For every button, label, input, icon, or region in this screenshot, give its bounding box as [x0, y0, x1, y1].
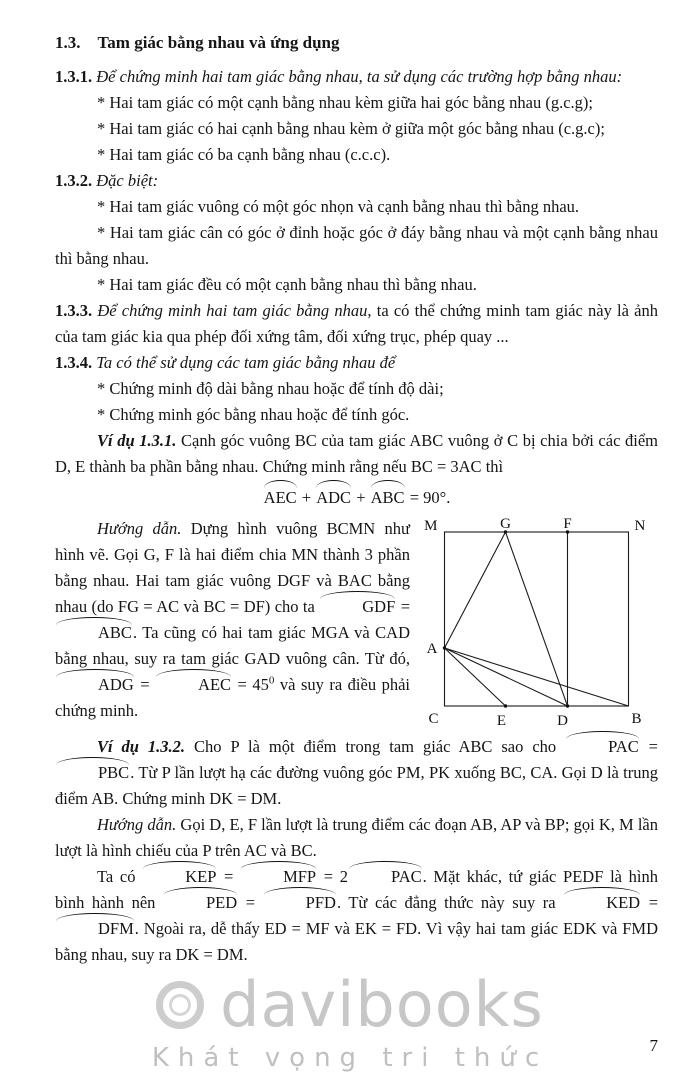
angle-with-hat: KED: [563, 890, 641, 916]
angle-sum-equation: [55, 483, 658, 513]
text-segment: . Từ các đẳng thức này suy ra: [336, 893, 564, 912]
segment-A-B: [445, 648, 629, 706]
text-segment: +: [297, 488, 316, 507]
angle-with-hat: DFM: [55, 916, 135, 942]
watermark: [0, 968, 700, 1073]
text-segment: = 90°.: [405, 488, 451, 507]
section-heading: [55, 30, 658, 56]
text-segment: Ví dụ 1.3.2.: [97, 737, 195, 756]
bullet-right-triangles: [55, 194, 658, 220]
angle-with-hat: PED: [163, 890, 238, 916]
text-segment: 1.3.1.: [55, 67, 97, 86]
paragraph-1-3-4: [55, 350, 658, 376]
geometry-figure: [418, 516, 658, 730]
segment-A-D: [445, 648, 568, 706]
text-segment: Cạnh góc vuông BC của tam giác ABC vuông ở C bị chia bởi các điểm D, E thành ba phần bằng nhau. Chứng minh rằng nếu BC = 3AC thì: [55, 431, 658, 476]
angle-with-hat: PAC: [348, 864, 423, 890]
angle-with-hat: PFD: [263, 890, 337, 916]
text-segment: . Từ P lần lượt hạ các đường vuông góc PM, PK xuống BC, CA. Gọi D là trung điểm AB. Chứng minh DK = DM.: [55, 763, 658, 808]
example-1-3-1: [55, 428, 658, 480]
bullet-gcg: [55, 90, 658, 116]
text-segment: Cho P là một điểm trong tam giác ABC sao cho: [194, 737, 566, 756]
text-segment: 0: [268, 674, 275, 687]
paragraph-1-3-2: [55, 168, 658, 194]
text-segment: * Hai tam giác vuông có một góc nhọn và cạnh bằng nhau thì bằng nhau.: [97, 197, 580, 216]
text-segment: . Mặt khác, tứ giác PEDF là hình bình hành nên: [55, 867, 659, 912]
vertex-label-D: D: [557, 713, 568, 729]
solution-1-3-2: [55, 812, 658, 864]
text-segment: Đặc biệt:: [96, 171, 159, 190]
text-segment: 1.3.4.: [55, 353, 97, 372]
example-1-3-2: [55, 734, 658, 812]
point-E: [504, 704, 507, 707]
segment-A-E: [445, 648, 506, 706]
paragraph-1-3-3: [55, 298, 658, 350]
text-segment: Hướng dẫn.: [97, 519, 191, 538]
figure-svg: [418, 516, 658, 730]
text-segment: 1.3.3.: [55, 301, 98, 320]
text-segment: . Ta cũng có hai tam giác MGA và CAD bằng nhau, suy ra tam giác GAD vuông cân. Từ đó,: [55, 623, 410, 668]
text-segment: * Hai tam giác có hai cạnh bằng nhau kèm ở giữa một góc bằng nhau (c.g.c);: [97, 119, 605, 138]
angle-with-hat: PAC: [565, 734, 640, 760]
watermark-subtitle: Khát vọng tri thức: [151, 1043, 549, 1073]
text-segment: Để chứng minh hai tam giác bằng nhau, ta sử dụng các trường hợp bằng nhau:: [96, 67, 623, 86]
angle-with-hat: ADG: [55, 672, 135, 698]
text-segment: Ta có thể sử dụng các tam giác bằng nhau để: [96, 353, 396, 372]
angle-with-hat: MFP: [240, 864, 317, 890]
bullet-ccc: [55, 142, 658, 168]
bullet-cgc: [55, 116, 658, 142]
text-segment: =: [238, 893, 263, 912]
segment-A-G: [445, 532, 506, 648]
angle-with-hat: ABC: [370, 483, 406, 513]
vertex-label-N: N: [634, 518, 646, 534]
text-segment: Hướng dẫn.: [97, 815, 181, 834]
text-segment: =: [217, 867, 241, 886]
text-segment: Dựng hình vuông BCMN như hình vẽ. Gọi G, F là hai điểm chia MN thành 3 phần bằng nhau. Hai tam giác vuông DGF và BAC bằng nhau (do FG = AC và BC = DF) cho ta: [55, 519, 410, 616]
paragraph-1-3-1: [55, 64, 658, 90]
bullet-equilateral-triangles: [55, 272, 658, 298]
text-segment: =: [641, 893, 659, 912]
text-segment: =: [134, 675, 156, 694]
point-D: [566, 704, 569, 707]
solution-1-3-2-continued: [55, 864, 658, 968]
text-segment: = 45: [232, 675, 269, 694]
vertex-label-B: B: [631, 711, 642, 727]
bullet-angles: [55, 402, 658, 428]
angle-with-hat: KEP: [142, 864, 217, 890]
bullet-lengths: [55, 376, 658, 402]
text-segment: * Hai tam giác có một cạnh bằng nhau kèm giữa hai góc bằng nhau (g.c.g);: [97, 93, 593, 112]
angle-with-hat: GDF: [319, 594, 396, 620]
text-segment: =: [639, 737, 658, 756]
text-segment: * Chứng minh góc bằng nhau hoặc để tính góc.: [97, 405, 410, 424]
text-segment: * Chứng minh độ dài bằng nhau hoặc để tính độ dài;: [97, 379, 444, 398]
text-segment: =: [396, 597, 411, 616]
example-1-block: [55, 483, 658, 729]
vertex-label-A: A: [426, 641, 438, 657]
text-segment: Gọi D, E, F lần lượt là trung điểm các đoạn AB, AP và BP; gọi K, M lần lượt là hình chiếu của P trên AC và BC.: [55, 815, 659, 860]
bullet-isosceles-triangles: [55, 220, 658, 272]
vertex-label-G: G: [500, 516, 511, 532]
text-segment: 1.3. Tam giác bằng nhau và ứng dụng: [55, 33, 340, 52]
angle-with-hat: AEC: [263, 483, 298, 513]
text-segment: và suy ra điều phải chứng minh.: [55, 675, 410, 720]
vertex-label-F: F: [563, 516, 572, 532]
text-segment: , ta có thể chứng minh tam giác này là ảnh của tam giác kia qua phép đối xứng tâm, đối xứng trục, phép quay ...: [55, 301, 658, 346]
text-segment: Ta có: [97, 867, 143, 886]
page-number: 7: [649, 1036, 658, 1055]
angle-with-hat: AEC: [155, 672, 232, 698]
segment-G-D: [506, 532, 568, 706]
text-segment: Để chứng minh hai tam giác bằng nhau: [97, 301, 368, 320]
text-segment: * Hai tam giác có ba cạnh bằng nhau (c.c.c).: [97, 145, 391, 164]
angle-with-hat: ADC: [315, 483, 352, 513]
vertex-label-M: M: [424, 518, 438, 534]
text-segment: +: [352, 488, 370, 507]
point-A: [443, 646, 446, 649]
text-segment: . Ngoài ra, dễ thấy ED = MF và EK = FD. Vì vậy hai tam giác EDK và FMD bằng nhau, suy ra DK = DM.: [55, 919, 658, 964]
vertex-label-E: E: [496, 713, 507, 729]
text-segment: = 2: [317, 867, 349, 886]
vertex-label-C: C: [428, 711, 439, 727]
text-segment: * Hai tam giác đều có một cạnh bằng nhau thì bằng nhau.: [97, 275, 477, 294]
angle-with-hat: ABC: [55, 620, 133, 646]
watermark-logo-icon: [156, 981, 204, 1029]
watermark-title: davibooks: [220, 968, 544, 1041]
text-segment: Ví dụ 1.3.1.: [97, 431, 181, 450]
text-segment: * Hai tam giác cân có góc ở đỉnh hoặc góc ở đáy bằng nhau và một cạnh bằng nhau thì bằng nhau.: [55, 223, 658, 268]
angle-with-hat: PBC: [55, 760, 130, 786]
text-segment: 1.3.2.: [55, 171, 97, 190]
